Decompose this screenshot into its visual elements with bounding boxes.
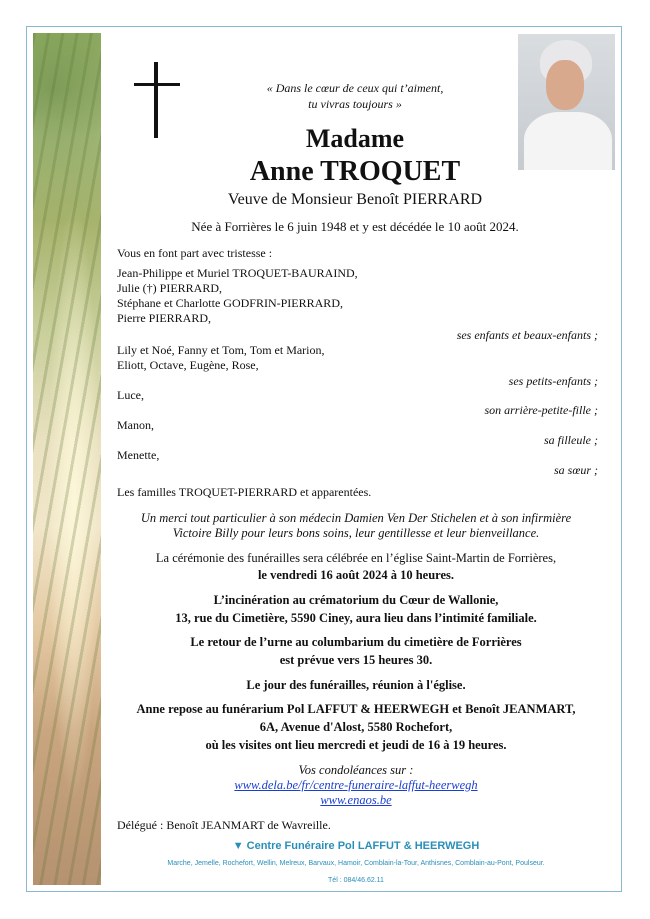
funeral-center-towns: Marche, Jemelle, Rochefort, Wellin, Melreux, Barvaux, Hamoir, Comblain-la-Tour, Anthisnes, Comblain-au-Pont, Poulseur. [167,860,545,867]
urn-line-1: Le retour de l’urne au columbarium du cimetière de Forrières [190,635,522,649]
ceremony-line-1: La cérémonie des funérailles sera célébrée en l’église Saint-Martin de Forrières, [155,551,557,565]
condolences-link-enaos[interactable]: www.enaos.be [320,793,392,807]
birth-death-line: Née à Forrières le 6 juin 1948 et y est décédée le 10 août 2024. [191,219,519,234]
quote-line-1: « Dans le cœur de ceux qui t’aiment, [266,81,444,95]
funeral-center-name: ▼ Centre Funéraire Pol LAFFUT & HEERWEGH [232,840,480,852]
thanks-line-2: Victoire Billy pour leurs bons soins, leur gentillesse et leur bienveillance. [172,526,540,540]
condolences-link-dela[interactable]: www.dela.be/fr/centre-funeraire-laffut-heerwegh [234,778,478,792]
widow-of: Veuve de Monsieur Benoît PIERRARD [227,191,483,208]
portrait-photo [518,34,615,170]
grandchild-line-2: Eliott, Octave, Eugène, Rose, [117,358,259,372]
funerarium-line-3: où les visites ont lieu mercredi et jeudi de 16 à 19 heures. [205,738,507,752]
families-line: Les familles TROQUET-PIERRARD et apparentées. [117,485,372,499]
grandchild-line-1: Lily et Noé, Fanny et Tom, Tom et Marion, [117,343,325,357]
sister-name: Menette, [117,448,160,462]
child-line-4: Pierre PIERRARD, [117,311,211,325]
urn-line-2: est prévue vers 15 heures 30. [279,653,433,667]
forest-path-image [33,33,101,885]
ceremony-line-2: le vendredi 16 août 2024 à 10 heures. [257,568,455,582]
great-grandchild-name: Luce, [117,388,144,402]
thanks-line-1: Un merci tout particulier à son médecin Damien Ven Der Stichelen et à son infirmière [140,511,572,525]
title-name: Anne TROQUET [249,156,461,187]
condolences-label: Vos condoléances sur : [298,763,414,777]
intro-text: Vous en font part avec tristesse : [117,246,273,260]
children-relation: ses enfants et beaux-enfants ; [456,328,598,342]
grandchildren-relation: ses petits-enfants ; [508,374,598,388]
goddaughter-name: Manon, [117,418,154,432]
child-line-3: Stéphane et Charlotte GODFRIN-PIERRARD, [117,296,343,310]
cremation-line-1: L’incinération au crématorium du Cœur de Wallonie, [213,593,499,607]
epigraph-quote [190,80,520,112]
funerarium-line-2: 6A, Avenue d'Alost, 5580 Rochefort, [259,720,453,734]
quote-line-2: tu vivras toujours » [308,97,402,111]
funeral-center-phone: Tél : 084/46.62.11 [328,877,384,884]
goddaughter-relation: sa filleule ; [544,433,598,447]
title-honorific: Madame [305,124,405,153]
great-grandchild-relation: son arrière-petite-fille ; [484,403,598,417]
funerarium-line-1: Anne repose au funérarium Pol LAFFUT & HEERWEGH et Benoît JEANMART, [136,702,576,716]
cross-icon [134,62,180,138]
cremation-line-2: 13, rue du Cimetière, 5590 Ciney, aura lieu dans l’intimité familiale. [175,611,537,625]
delegate-line: Délégué : Benoît JEANMART de Wavreille. [117,818,331,832]
child-line-2: Julie (†) PIERRARD, [117,281,222,295]
reception-line: Le jour des funérailles, réunion à l'église. [246,678,466,692]
sister-relation: sa sœur ; [553,463,598,477]
child-line-1: Jean-Philippe et Muriel TROQUET-BAURAIND, [117,266,358,280]
